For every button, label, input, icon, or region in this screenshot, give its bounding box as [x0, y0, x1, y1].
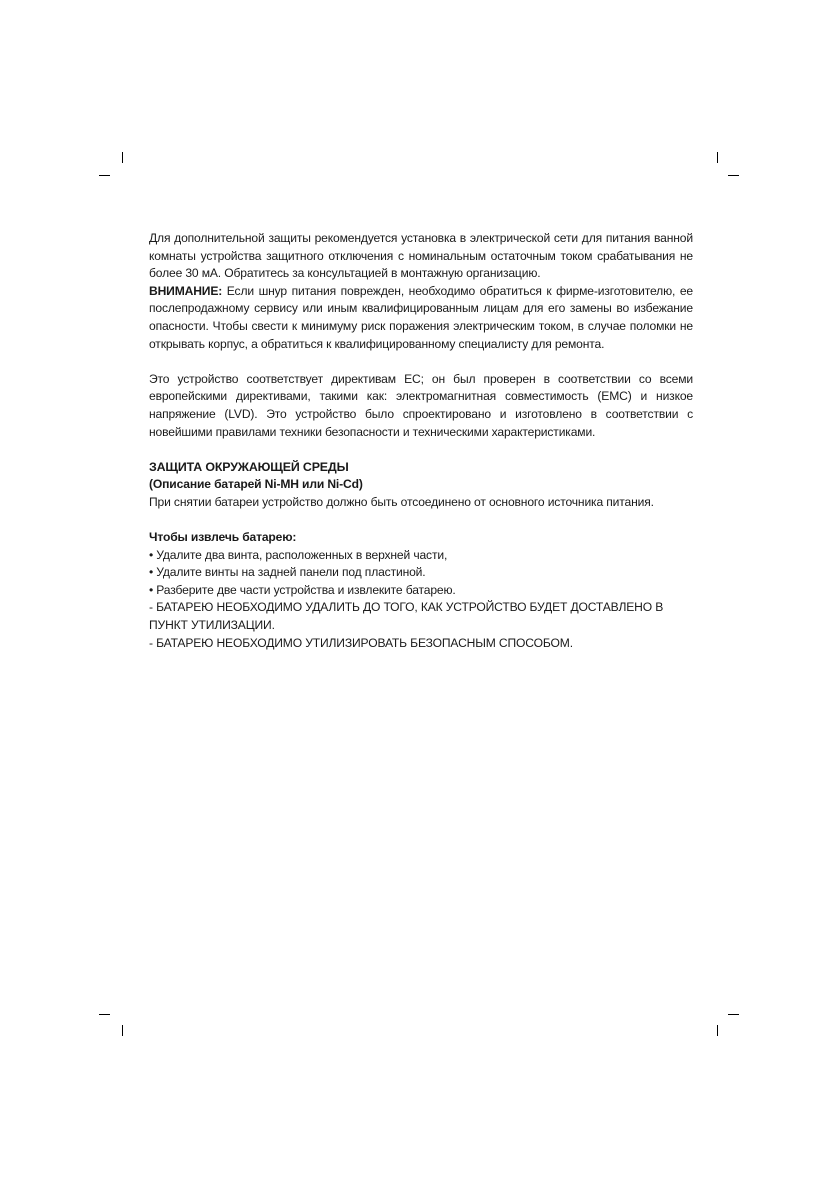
crop-mark-top-left-vertical	[122, 152, 123, 163]
crop-mark-top-right-horizontal	[728, 175, 739, 176]
crop-mark-bottom-left-vertical	[122, 1025, 123, 1036]
crop-mark-bottom-right-vertical	[717, 1025, 718, 1036]
battery-note: - БАТАРЕЮ НЕОБХОДИМО УТИЛИЗИРОВАТЬ БЕЗОПАСНЫМ СПОСОБОМ.	[149, 635, 573, 650]
document-body	[149, 230, 693, 652]
environment-heading: ЗАЩИТА ОКРУЖАЮЩЕЙ СРЕДЫ	[149, 459, 349, 474]
battery-step: • Удалите винты на задней панели под пластиной.	[149, 565, 426, 580]
warning-paragraph	[149, 283, 693, 353]
warning-text: Если шнур питания поврежден, необходимо обратиться к фирме-изготовителю, ее послепродажному сервису или иным квалифицированным лицам для его замены во избежание опасности. Чтобы свести к минимуму риск поражения электрическим током, в случае поломки не открывать корпус, а обратиться к квалифицированному специалисту для ремонта.	[149, 283, 693, 351]
rcd-recommendation-paragraph: Для дополнительной защиты рекомендуется установка в электрической сети для питания ванной комнаты устройства защитного отключения с номинальным остаточным током срабатывания не более 30 мА. Обратитесь за консультацией в монтажную организацию.	[149, 231, 693, 281]
crop-mark-bottom-right-horizontal	[728, 1014, 739, 1015]
crop-mark-top-left-horizontal	[99, 175, 110, 176]
battery-step: • Удалите два винта, расположенных в верхней части,	[149, 547, 448, 562]
environment-text: При снятии батареи устройство должно быть отсоединено от основного источника питания.	[149, 494, 654, 509]
environment-subheading: (Описание батарей Ni-MH или Ni-Cd)	[149, 477, 363, 492]
warning-label: ВНИМАНИЕ:	[149, 283, 223, 298]
crop-mark-top-right-vertical	[717, 152, 718, 163]
compliance-paragraph: Это устройство соответствует директивам ЕС; он был проверен в соответствии со всеми европейскими директивами, такими как: электромагнитная совместимость (EMC) и низкое напряжение (LVD). Это устройство было спроектировано и изготовлено в соответствии с новейшими правилами техники безопасности и техническими характеристиками.	[149, 371, 693, 439]
battery-step: • Разберите две части устройства и извлеките батарею.	[149, 582, 456, 597]
crop-mark-bottom-left-horizontal	[99, 1014, 110, 1015]
battery-note: - БАТАРЕЮ НЕОБХОДИМО УДАЛИТЬ ДО ТОГО, КАК УСТРОЙСТВО БУДЕТ ДОСТАВЛЕНО В ПУНКТ УТИЛИЗАЦИИ.	[149, 600, 664, 633]
battery-removal-heading: Чтобы извлечь батарею:	[149, 530, 297, 545]
